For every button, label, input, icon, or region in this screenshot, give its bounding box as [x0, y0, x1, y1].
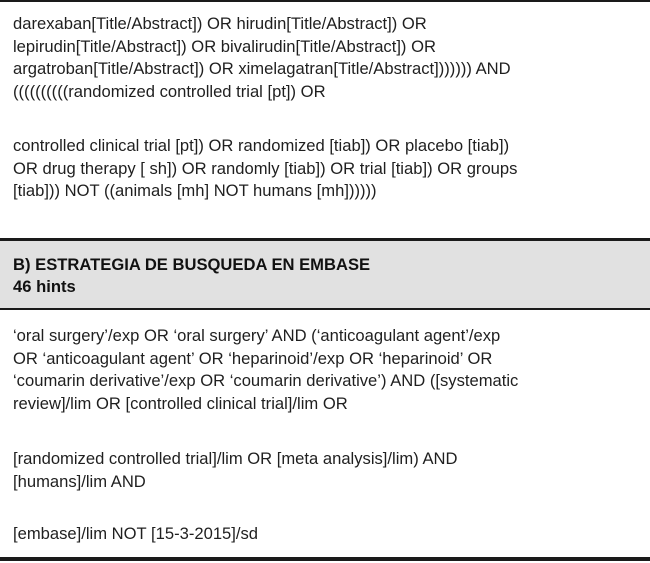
hits-count: 46 hints	[13, 277, 76, 296]
embase-query-paragraph-1	[13, 325, 638, 415]
query-line: [tiab])) NOT ((animals [mh] NOT humans [mh])))))	[13, 181, 377, 200]
query-line: review]/lim OR [controlled clinical trial]/lim OR	[13, 393, 348, 413]
section-title: B) ESTRATEGIA DE BUSQUEDA EN EMBASE	[13, 255, 371, 274]
top-rule	[0, 0, 650, 2]
query-line: darexaban[Title/Abstract]) OR hirudin[Title/Abstract]) OR	[13, 14, 427, 33]
query-line: [randomized controlled trial]/lim OR [meta analysis]/lim) AND	[13, 449, 458, 468]
query-line: OR drug therapy [ sh]) OR randomly [tiab]) OR trial [tiab]) OR groups	[13, 158, 518, 178]
query-line: [embase]/lim NOT [15-3-2015]/sd	[13, 524, 259, 543]
query-line: controlled clinical trial [pt]) OR randomized [tiab]) OR placebo [tiab])	[13, 136, 510, 155]
query-line: ‘coumarin derivative’/exp OR ‘coumarin derivative’) AND ([systematic	[13, 371, 519, 390]
pubmed-query-paragraph-1	[13, 13, 638, 103]
embase-section-header	[0, 238, 650, 310]
query-line: lepirudin[Title/Abstract]) OR bivalirudin[Title/Abstract]) OR	[13, 36, 436, 56]
query-line: ((((((((((randomized controlled trial [pt]) OR	[13, 81, 326, 101]
bottom-rule	[0, 557, 650, 561]
embase-query-paragraph-2	[13, 448, 638, 493]
pubmed-query-paragraph-2	[13, 135, 638, 203]
embase-query-paragraph-3	[13, 523, 638, 546]
query-line: argatroban[Title/Abstract]) OR ximelagatran[Title/Abstract])))))) AND	[13, 59, 511, 78]
query-line: ‘oral surgery’/exp OR ‘oral surgery’ AND (‘anticoagulant agent’/exp	[13, 326, 501, 345]
query-line: [humans]/lim AND	[13, 471, 146, 491]
query-line: OR ‘anticoagulant agent’ OR ‘heparinoid’/exp OR ‘heparinoid’ OR	[13, 348, 493, 368]
